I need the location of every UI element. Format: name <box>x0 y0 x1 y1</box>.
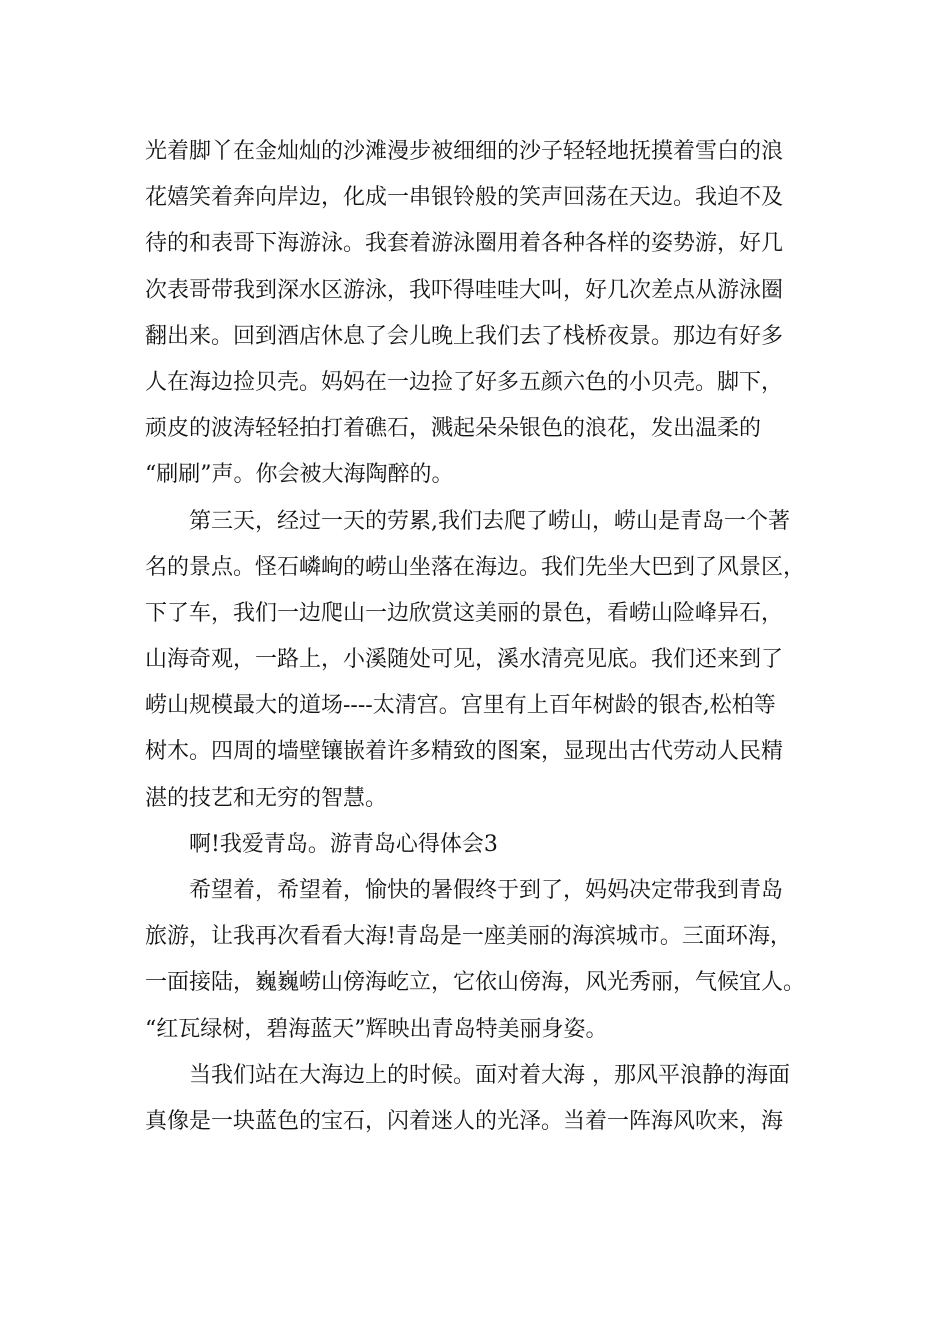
text-line: 希望着，希望着，愉快的暑假终于到了，妈妈决定带我到青岛 <box>189 878 784 903</box>
text-line: 翻出来。回到酒店休息了会儿晚上我们去了栈桥夜景。那边有好多 <box>145 323 784 349</box>
text-line: 光着脚丫在金灿灿的沙滩漫步被细细的沙子轻轻地抚摸着雪白的浪 <box>145 139 784 164</box>
text-line: 当我们站在大海边上的时候。面对着大海 ，那风平浪静的海面 <box>189 1062 790 1088</box>
text-line: 下了车，我们一边爬山一边欣赏这美丽的景色，看崂山险峰异石， <box>145 600 784 626</box>
text-line: 待的和表哥下海游泳。我套着游泳圈用着各种各样的姿势游，好几 <box>145 231 784 257</box>
text-line: 次表哥带我到深水区游泳，我吓得哇哇大叫，好几次差点从游泳圈 <box>145 277 784 303</box>
text-line: 顽皮的波涛轻轻拍打着礁石，溅起朵朵银色的浪花，发出温柔的 <box>145 416 762 442</box>
text-line: 真像是一块蓝色的宝石，闪着迷人的光泽。当着一阵海风吹来，海 <box>145 1108 784 1134</box>
text-line: “刷刷”声。你会被大海陶醉的。 <box>145 462 454 488</box>
text-line: 啊!我爱青岛。游青岛心得体会3 <box>189 831 498 857</box>
text-line: 湛的技艺和无穷的智慧。 <box>145 785 388 811</box>
text-line: 树木。四周的墙壁镶嵌着许多精致的图案，显现出古代劳动人民精 <box>145 739 784 765</box>
text-line: 山海奇观，一路上，小溪随处可见，溪水清亮见底。我们还来到了 <box>145 647 784 673</box>
body-text <box>145 129 810 1145</box>
text-line: 名的景点。怪石嶙峋的崂山坐落在海边。我们先坐大巴到了风景区， <box>145 554 806 580</box>
text-line: 花嬉笑着奔向岸边，化成一串银铃般的笑声回荡在天边。我迫不及 <box>145 185 784 211</box>
text-line: 第三天，经过一天的劳累,我们去爬了崂山，崂山是青岛一个著 <box>189 508 790 534</box>
text-line: 人在海边捡贝壳。妈妈在一边捡了好多五颜六色的小贝壳。脚下， <box>145 369 784 395</box>
text-line: 一面接陆，巍巍崂山傍海屹立，它依山傍海，风光秀丽，气候宜人。 <box>145 970 806 996</box>
text-line: 旅游，让我再次看看大海!青岛是一座美丽的海滨城市。三面环海， <box>145 924 792 950</box>
text-line: “红瓦绿树，碧海蓝天”辉映出青岛特美丽身姿。 <box>145 1016 608 1042</box>
text-line: 崂山规模最大的道场----太清宫。宫里有上百年树龄的银杏,松柏等 <box>145 693 776 719</box>
